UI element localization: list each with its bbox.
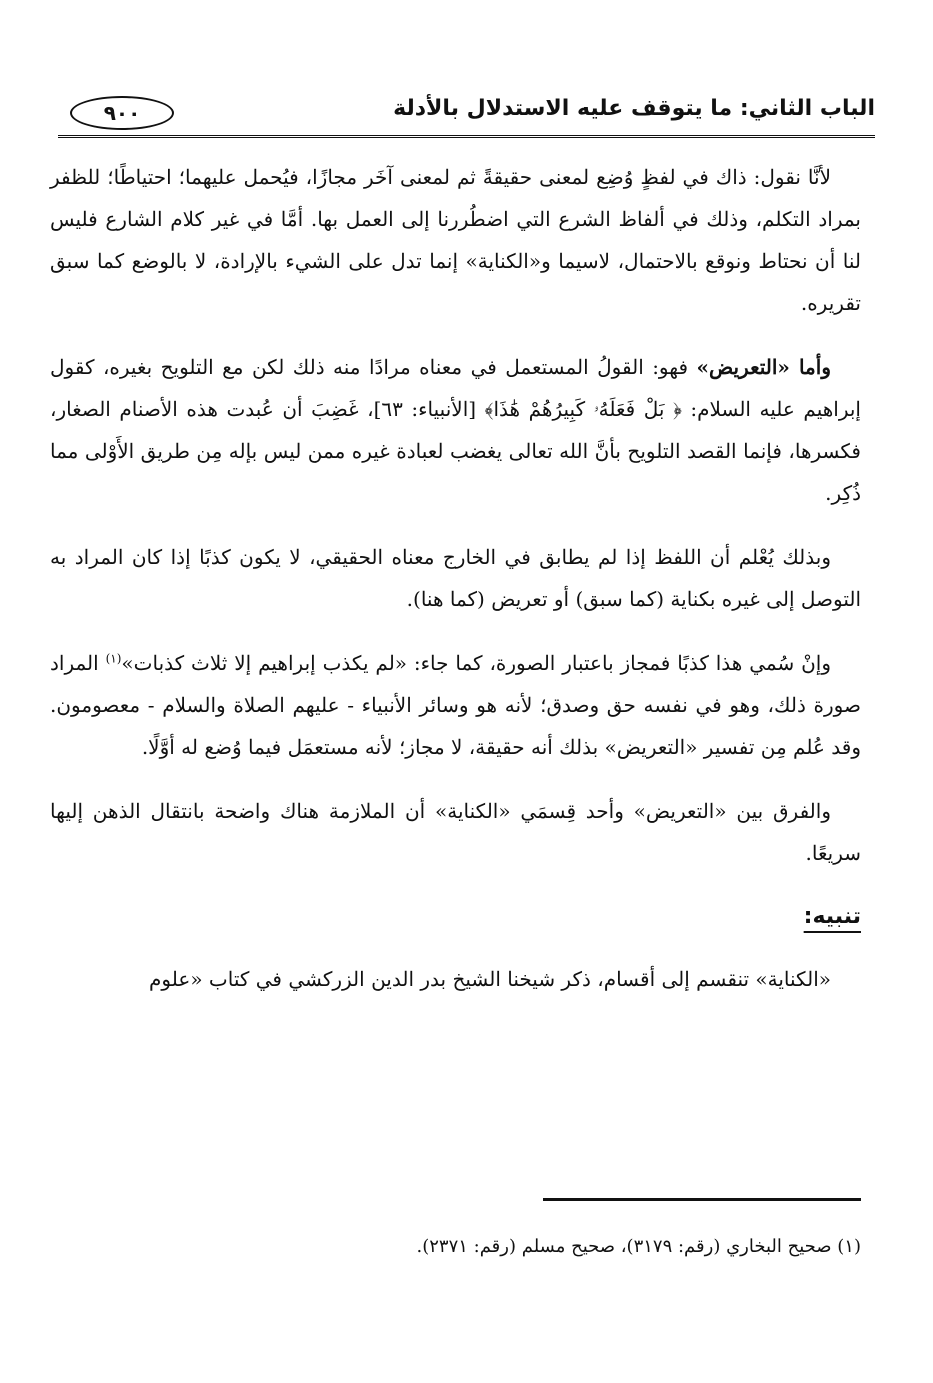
paragraph-2: [50, 346, 861, 514]
paragraph-4-after-note: المراد صورة ذلك، وهو في نفسه حق وصدق؛ لأنه هو وسائر الأنبياء - عليهم الصلاة والسلام - معصومون. وقد عُلم مِن تفسير «التعريض» بذلك أنه حقيقة، لا مجاز؛ لأنه مستعمَل فيما وُضع له أوَّلًا.: [50, 651, 861, 759]
paragraph-4: [50, 642, 861, 768]
chapter-title: الباب الثاني: ما يتوقف عليه الاستدلال بالأدلة: [393, 96, 875, 121]
paragraph-5: والفرق بين «التعريض» وأحد قِسمَي «الكناية» أن الملازمة هناك واضحة بانتقال الذهن إليها سريعًا.: [50, 799, 861, 865]
header-divider: [58, 135, 875, 138]
closing-paragraph: «الكناية» تنقسم إلى أقسام، ذكر شيخنا الشيخ بدر الدين الزركشي في كتاب «علوم: [149, 967, 831, 991]
paragraph-4-before-note: وإنْ سُمي هذا كذبًا فمجاز باعتبار الصورة، كما جاء: «لم يكذب إبراهيم إلا ثلاث كذبات»: [121, 651, 831, 675]
notice-heading: تنبيه:: [803, 904, 861, 929]
paragraph-3: وبذلك يُعْلم أن اللفظ إذا لم يطابق في الخارج معناه الحقيقي، لا يكون كذبًا إذا كان المراد به التوصل إلى غيره بكناية (كما سبق) أو تعريض (كما هنا).: [50, 545, 861, 611]
term-tarid: وأما «التعريض»: [696, 355, 831, 379]
paragraph-2-text: فهو: القولُ المستعمل في معناه مرادًا منه ذلك لكن مع التلويح بغيره، كقول إبراهيم عليه السلام: ﴿ بَلْ فَعَلَهُۥ كَبِيرُهُمْ هَٰذَا﴾ [الأنبياء: ٦٣]، غَضِبَ أن عُبدت هذه الأصنام الصغار، فكسرها، فإنما القصد التلويح بأنَّ الله تعالى يغضب لعبادة غيره ممن ليس بإله مِن طريق الأَوْلى مما ذُكِر.: [50, 355, 861, 505]
footnote-divider: [543, 1198, 861, 1201]
footnote-marker[interactable]: (١): [105, 651, 122, 666]
page-number: ٩٠٠: [70, 96, 174, 130]
paragraph-1: لأنَّا نقول: ذاك في لفظٍ وُضِع لمعنى حقيقةً ثم لمعنى آخَر مجازًا، فيُحمل عليهما؛ احتياطًا؛ للظفر بمراد التكلم، وذلك في ألفاظ الشرع التي اضطُررنا إلى العمل بها. أمَّا في غير كلام الشارع فليس لنا أن نحتاط ونوقع بالاحتمال، لاسيما و«الكناية» إنما تدل على الشيء بالإرادة، لا بالوضع كما سبق تقريره.: [50, 165, 861, 315]
main-text: [50, 156, 861, 1022]
running-header: [58, 88, 875, 136]
footnote: (١) صحيح البخاري (رقم: ٣١٧٩)، صحيح مسلم (رقم: ٢٣٧١).: [416, 1236, 861, 1257]
